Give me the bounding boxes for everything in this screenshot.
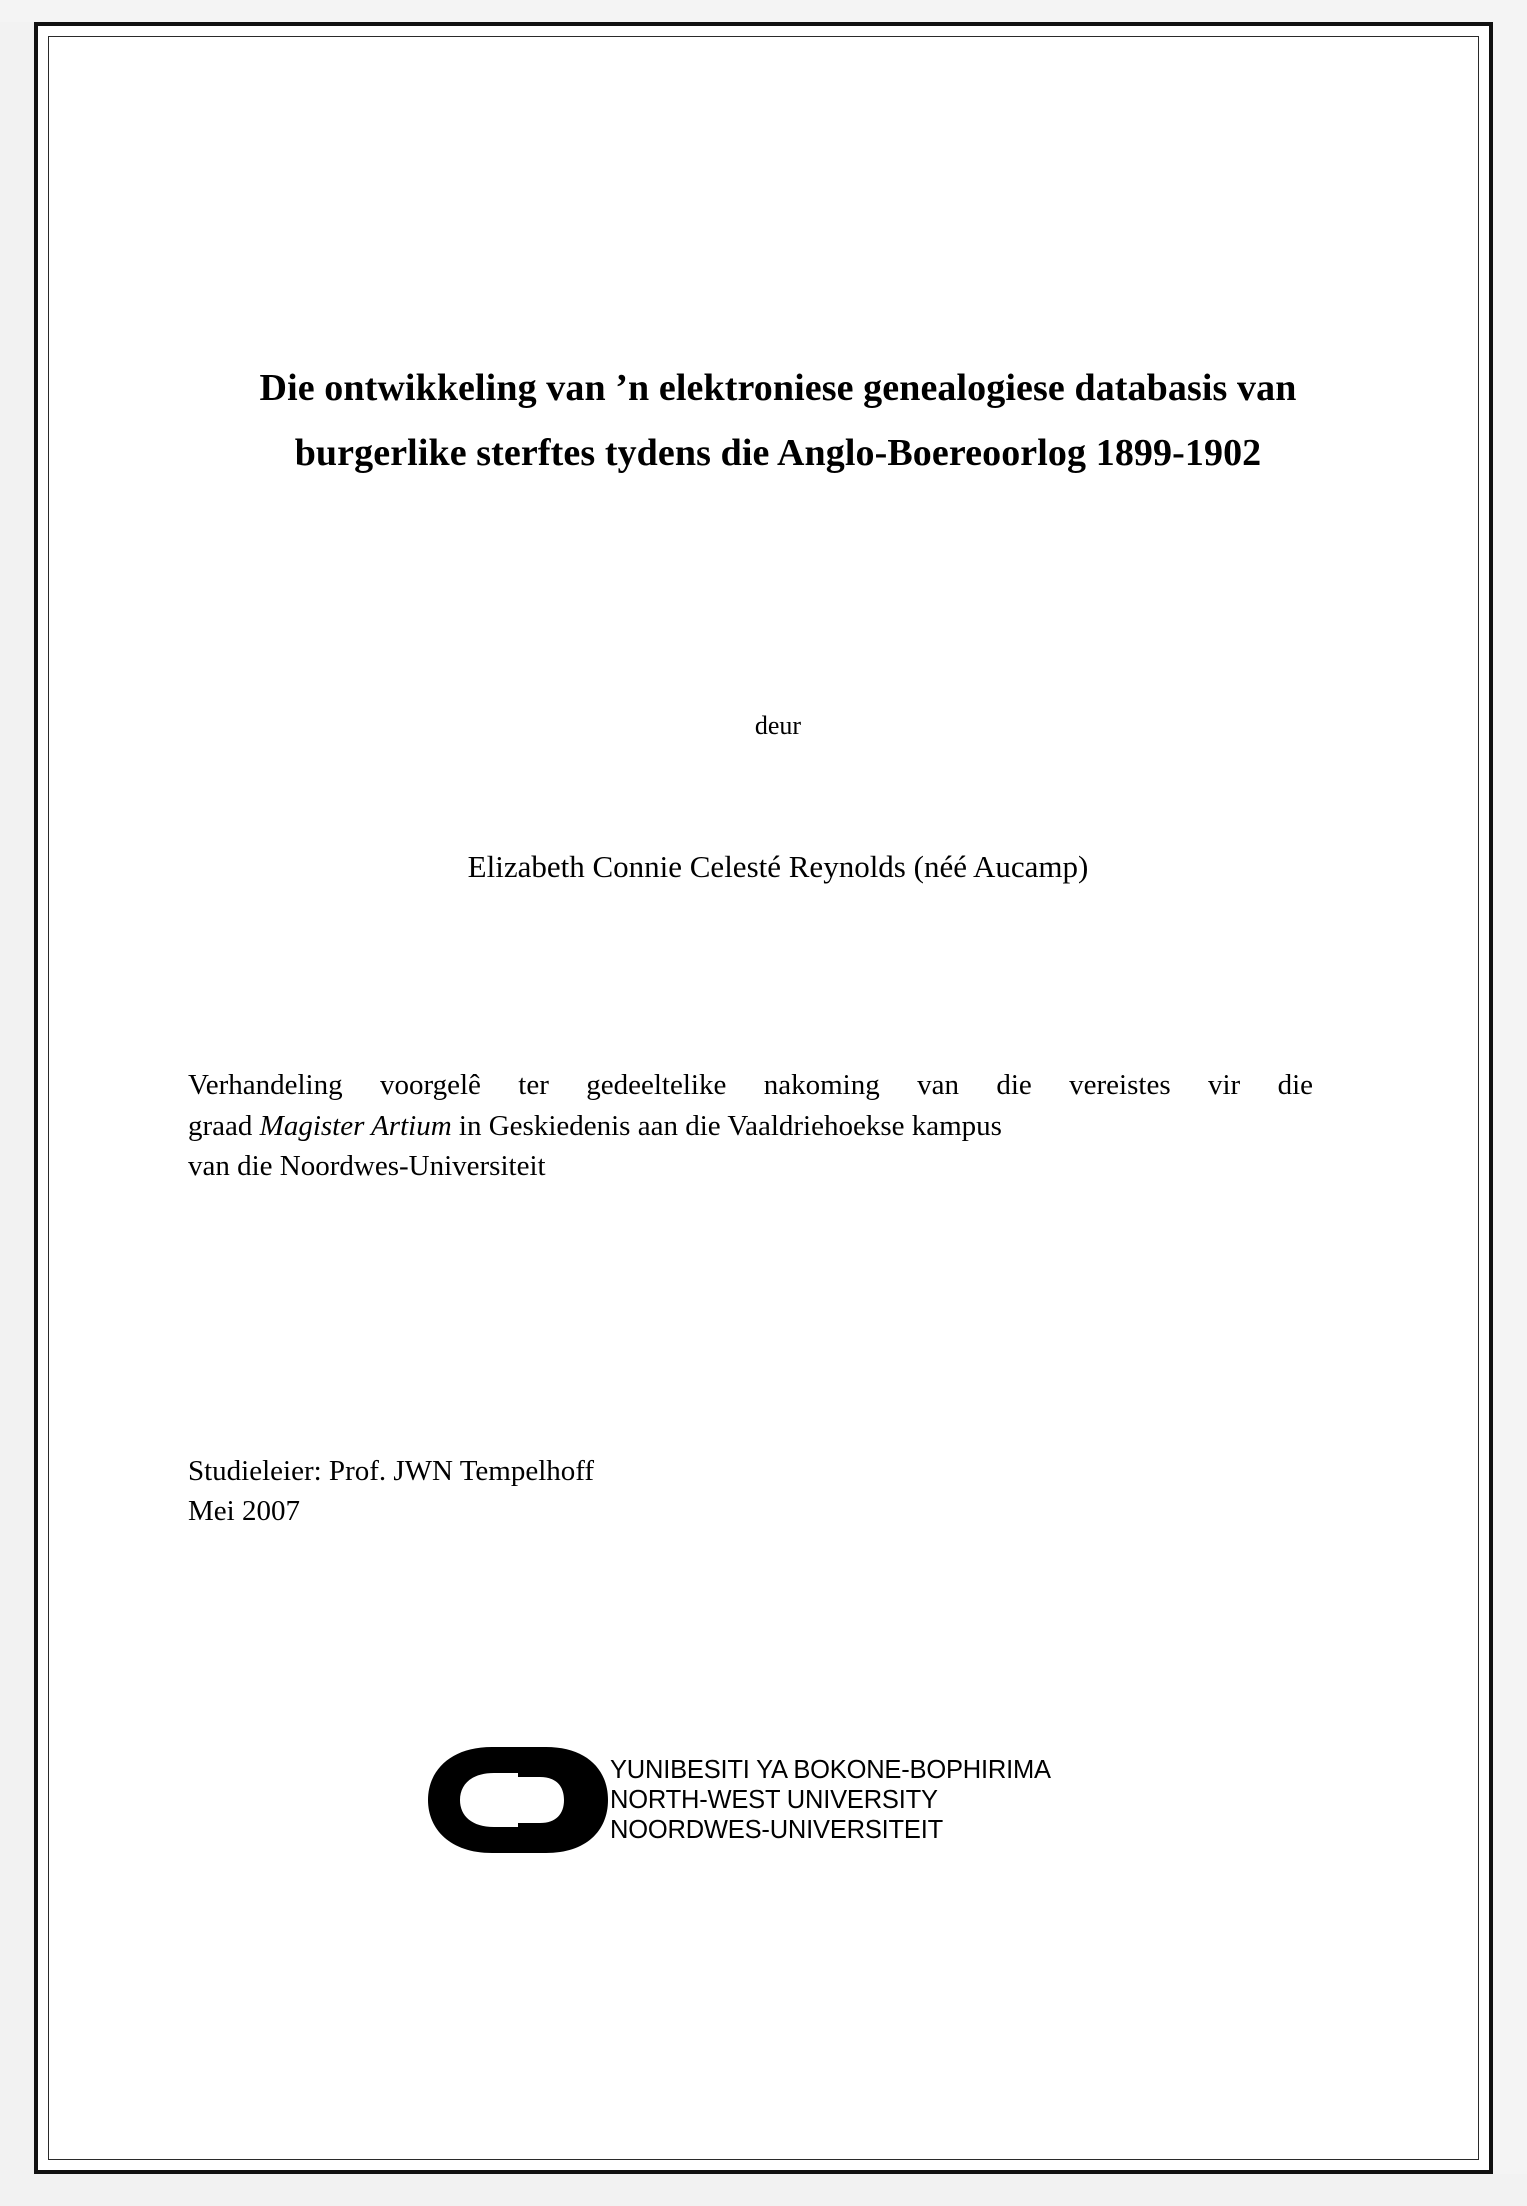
title-line-1: Die ontwikkeling van ’n elektroniese genealogiese databasis van — [259, 367, 1297, 409]
title-line-2: burgerlike sterftes tydens die Anglo-Boereoorlog 1899-1902 — [294, 431, 1262, 474]
degree-name-italic: Magister Artium — [259, 1109, 452, 1142]
author-name: Elizabeth Connie Celesté Reynolds (néé Aucamp) — [467, 849, 1089, 885]
page-border-frame — [34, 22, 1493, 2174]
supervisor-line: Studieleier: Prof. JWN Tempelhoff — [188, 1454, 595, 1487]
degree-statement — [188, 1065, 1313, 1187]
north-west-university-logo-icon — [422, 1741, 618, 1859]
by-label: deur — [754, 711, 802, 741]
degree-statement-line-3: van die Noordwes-Universiteit — [188, 1150, 546, 1183]
university-logo-text — [610, 1755, 1051, 1845]
degree-statement-line-2 — [188, 1106, 1313, 1147]
scan-margin-bottom — [0, 2174, 1527, 2206]
logo-line-1: YUNIBESITI YA BOKONE-BOPHIRIMA — [610, 1755, 1051, 1784]
university-logo — [422, 1741, 1051, 1859]
date-line: Mei 2007 — [188, 1494, 300, 1527]
scan-margin-left — [0, 0, 34, 2206]
degree-statement-line-1: Verhandeling voorgelê ter gedeeltelike nakoming van die vereistes vir die — [188, 1069, 1313, 1102]
scan-margin-right — [1493, 0, 1527, 2206]
degree-statement-line-2-suffix: in Geskiedenis aan die Vaaldriehoekse kampus — [451, 1109, 1002, 1142]
title-page-content — [188, 356, 1368, 1531]
page-title — [188, 356, 1368, 485]
supervisor-block — [188, 1451, 1368, 1531]
logo-line-3: NOORDWES-UNIVERSITEIT — [610, 1816, 943, 1845]
degree-statement-line-2-prefix: graad — [188, 1109, 260, 1142]
scan-margin-top — [0, 0, 1527, 22]
logo-line-2: NORTH-WEST UNIVERSITY — [610, 1785, 938, 1814]
